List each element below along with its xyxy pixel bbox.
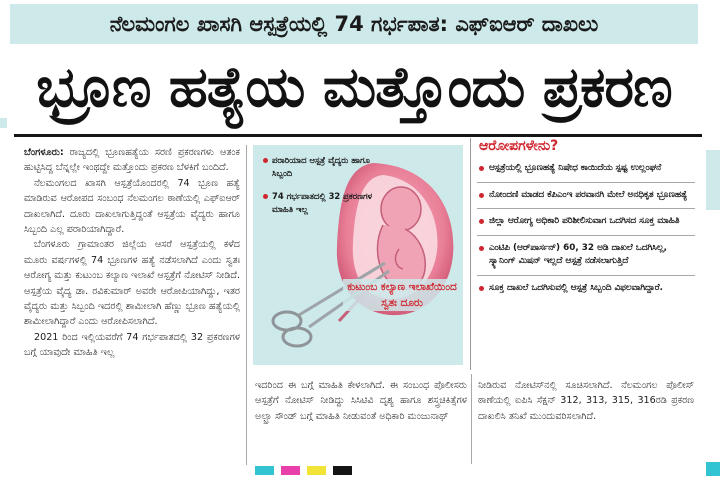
allegation-item-5: ಸೂಕ್ತ ದಾಖಲೆ ಒದಗಿಸುವಲ್ಲಿ ಆಸ್ಪತ್ರೆ ಸಿಬ್ಬಂದಿ ವಿಫಲವಾಗಿದ್ದಾರೆ. (477, 282, 695, 302)
column-3-text: ನೀಡಿರುವ ನೋಟಿಸ್‌ನಲ್ಲಿ ಸೂಚಿಸಲಾಗಿದೆ. ನೆಲಮಂಗಲ ಪೊಲೀಸ್ ಠಾಣೆಯಲ್ಲಿ ಐಪಿಸಿ ಸೆಕ್ಷನ್ 312, 313, 315, 316ರಡಿ ಪ್ರಕರಣ ದಾಖಲಿಸಿ ತನಿಖೆ ಮುಂದುವರಿಸಲಾಗಿದೆ. (478, 380, 694, 422)
main-headline: ಭ್ರೂಣ ಹತ್ಯೆಯ ಮತ್ತೊಂದು ಪ್ರಕರಣ (36, 55, 672, 120)
allegation-item-2: ನೋಂದಣಿ ಮಾಡದ ಕೆಪಿಎಂಇ ಪರವಾನಗಿ ಮೇಲೆ ಅನಧಿಕೃತ ಭ್ರೂಣಹತ್ಯೆ (477, 189, 695, 210)
article-column-3 (478, 378, 694, 424)
column-divider-1 (246, 145, 247, 465)
left-edge-strip (0, 118, 7, 128)
print-mark-black (333, 466, 352, 475)
allegations-box (470, 138, 699, 370)
graphic-bullet-2: 74 ಗರ್ಭಪಾತದಲ್ಲಿ 32 ಪ್ರಕರಣಗಳ ಮಾಹಿತಿ ಇಲ್ಲ (263, 190, 375, 216)
paragraph-1 (24, 145, 240, 176)
print-mark-magenta (281, 466, 300, 475)
kicker-headline: ನೆಲಮಂಗಲ ಖಾಸಗಿ ಆಸ್ಪತ್ರೆಯಲ್ಲಿ 74 ಗರ್ಭಪಾತ: ಎಫ್‌ಐಆರ್ ದಾಖಲು (10, 4, 698, 44)
allegation-item-3: ಜಿಲ್ಲಾ ಆರೋಗ್ಯ ಅಧಿಕಾರಿ ಪರಿಶೀಲಿಸುವಾಗ ಒದಗಿಸದ ಸೂಕ್ತ ಮಾಹಿತಿ (477, 215, 695, 236)
article-column-1 (24, 145, 240, 361)
graphic-caption: ಕುಟುಂಬ ಕಲ್ಯಾಣ ಇಲಾಖೆಯಿಂದ ಸ್ವತಃ ದೂರು (343, 279, 461, 311)
column-divider-2 (471, 374, 472, 464)
print-mark-cyan (255, 466, 274, 475)
paragraph-3: ಬೆಂಗಳೂರು ಗ್ರಾಮಾಂತರ ಜಿಲ್ಲೆಯ ಆಸರೆ ಆಸ್ಪತ್ರೆಯಲ್ಲಿ ಕಳೆದ ಮೂರು ವರ್ಷಗಳಲ್ಲಿ 74 ಭ್ರೂಣಗಳ ಹತ್ಯೆ ನಡೆಸಲಾಗಿದೆ ಎಂದು ಸ್ವತಃ ಆರೋಗ್ಯ ಮತ್ತು ಕುಟುಂಬ ಕಲ್ಯಾಣ ಇಲಾಖೆ ಆಸ್ಪತ್ರೆಗೆ ನೋಟಿಸ್ ನೀಡಿದೆ. ಆಸ್ಪತ್ರೆಯ ವೈದ್ಯ ಡಾ. ರವಿಕುಮಾರ್ ಅವರೇ ಆರೋಪಿಯಾಗಿದ್ದು, ಇತರ ವೈದ್ಯರು ಮತ್ತು ಸಿಬ್ಬಂದಿ ಇದರಲ್ಲಿ ಶಾಮೀಲಾಗಿ ಹೆಣ್ಣು ಭ್ರೂಣ ಹತ್ಯೆಯಲ್ಲಿ ಶಾಮೀಲಾಗಿದ್ದಾರೆ ಎಂದು ಆರೋಪಿಸಲಾಗಿದೆ. (24, 239, 240, 328)
article-column-2 (255, 378, 467, 424)
headline-rule (14, 134, 702, 137)
graphic-bullet-list (263, 154, 375, 226)
graphic-bullet-1: ಪರಾರಿಯಾದ ಆಸ್ಪತ್ರೆ ವೈದ್ಯರು ಹಾಗೂ ಸಿಬ್ಬಂದಿ (263, 154, 375, 180)
paragraph-1-text: ರಾಜ್ಯದಲ್ಲಿ ಭ್ರೂಣಹತ್ಯೆಯ ಸರಣಿ ಪ್ರಕರಣಗಳು ಆತಂಕ ಹುಟ್ಟಿಸಿದ್ದ ಬೆನ್ನಲ್ಲೇ ಇಂಥದ್ದೇ ಮತ್ತೊಂದು ಪ್ರಕರಣ ಬೆಳಕಿಗೆ ಬಂದಿದೆ. (24, 147, 240, 174)
paragraph-2: ನೆಲಮಂಗಲದ ಖಾಸಗಿ ಆಸ್ಪತ್ರೆಯೊಂದರಲ್ಲಿ 74 ಭ್ರೂಣ ಹತ್ಯೆ ಮಾಡಿರುವ ಆರೋಪದ ಸಂಬಂಧ ನೆಲಮಂಗಲ ಠಾಣೆಯಲ್ಲಿ ಎಫ್‌ಐಆರ್ ದಾಖಲಾಗಿದೆ. ದೂರು ದಾಖಲಾಗುತ್ತಿದ್ದಂತೆ ಆಸ್ಪತ್ರೆಯ ವೈದ್ಯರು ಹಾಗೂ ಸಿಬ್ಬಂದಿ ಎಲ್ಲ ಪರಾರಿಯಾಗಿದ್ದಾರೆ. (24, 177, 240, 236)
paragraph-4: 2021 ರಿಂದ ಇಲ್ಲಿಯವರೆಗೆ 74 ಗರ್ಭಪಾತದಲ್ಲಿ 32 ಪ್ರಕರಣಗಳ ಬಗ್ಗೆ ಯಾವುದೇ ಮಾಹಿತಿ ಇಲ್ಲ (24, 331, 240, 359)
allegations-list (477, 162, 695, 308)
fetus-illustration-panel (253, 145, 463, 365)
allegation-item-1: ಆಸ್ಪತ್ರೆಯಲ್ಲಿ ಭ್ರೂಣಹತ್ಯೆ ನಿಷೇಧ ಕಾಯಿದೆಯ ಸ್ಪಷ್ಟ ಉಲ್ಲಂಘನೆ (477, 162, 695, 183)
column-2-text: ಇದರಿಂದ ಈ ಬಗ್ಗೆ ಮಾಹಿತಿ ಕೇಳಲಾಗಿದೆ. ಈ ಸಂಬಂಧ ಪೊಲೀಸರು ಆಸ್ಪತ್ರೆಗೆ ನೋಟಿಸ್ ನೀಡಿದ್ದು ಸಿಸಿಟಿವಿ ದೃಶ್ಯ ಹಾಗೂ ಶಸ್ತ್ರಚಿಕಿತ್ಸೆಗಳ ಅಲ್ಟ್ರಾ ಸೌಂಡ್ ಬಗ್ಗೆ ಮಾಹಿತಿ ನೀಡುವಂತೆ ಅಧಿಕಾರಿ ಮಂಜುನಾಥ್ (255, 380, 467, 422)
allegations-title: ಆರೋಪಗಳೇನು? (479, 138, 559, 154)
dateline: ಬೆಂಗಳೂರು: (24, 147, 64, 158)
print-mark-yellow (307, 466, 326, 475)
allegation-item-4: ಎಂಟಿಪಿ (ಆರ್‌ಪಾರ್ಸನ್) 60, 32 ಅಡಿ ದಾಖಲೆ ಒದಗಿಸಿಲ್ಲ, ಸ್ಕ್ಯಾನಿಂಗ್ ಮಿಷನ್ ಇಲ್ಲದೆ ಆಸ್ಪತ್ರೆ ನಡೆಸಲಾಗುತ್ತಿದೆ (477, 242, 695, 276)
right-edge-strip (706, 150, 720, 210)
right-edge-mark (706, 462, 720, 476)
